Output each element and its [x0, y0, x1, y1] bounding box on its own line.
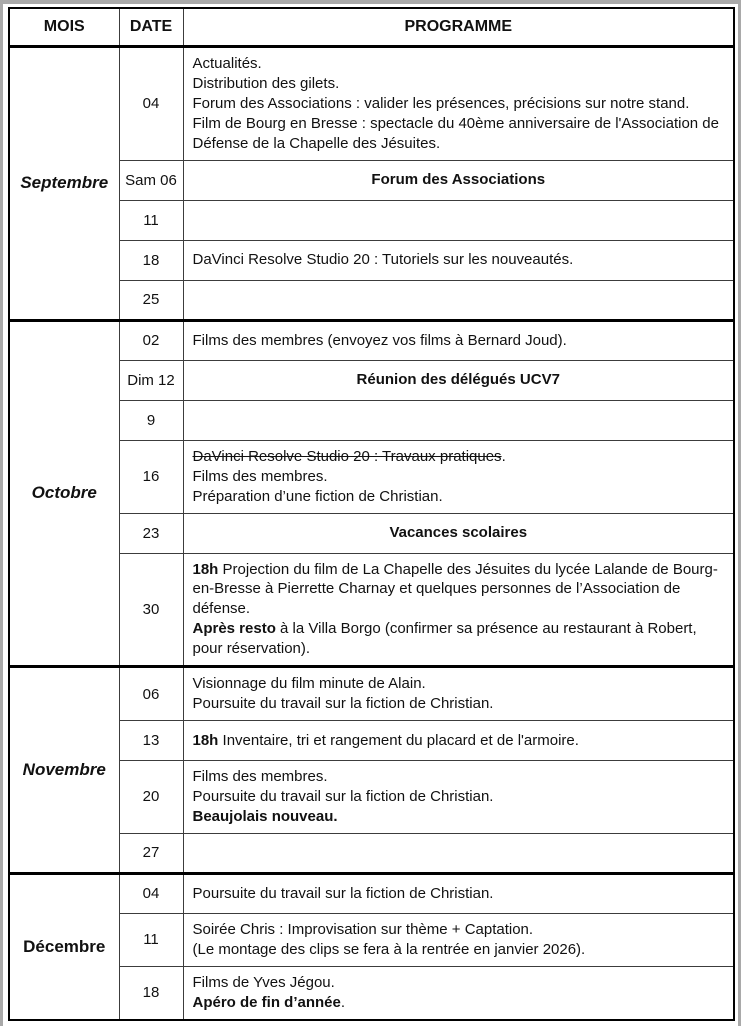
- program-cell: [183, 667, 734, 721]
- text-segment: Forum des Associations: [371, 171, 546, 189]
- date-cell: 02: [119, 320, 183, 360]
- program-line: [193, 807, 725, 827]
- program-line: [193, 694, 725, 714]
- text-segment: Apéro de fin d’année: [192, 993, 341, 1011]
- header-row: [9, 8, 734, 47]
- text-segment: Réunion des délégués UCV7: [356, 371, 560, 389]
- table-header: [9, 8, 734, 47]
- column-header-mois: MOIS: [9, 8, 119, 47]
- text-segment: Vacances scolaires: [389, 524, 528, 542]
- program-line: [193, 54, 725, 74]
- program-line: [193, 731, 725, 751]
- date-cell: 04: [119, 47, 183, 161]
- text-segment: 18h: [192, 731, 219, 749]
- date-cell: 11: [119, 913, 183, 966]
- program-line: [193, 447, 725, 467]
- program-cell: [183, 360, 734, 400]
- date-cell: 27: [119, 833, 183, 873]
- table-row: [9, 667, 734, 721]
- text-segment: Films des membres.: [192, 768, 328, 786]
- program-line: [193, 674, 725, 694]
- month-cell: Septembre: [9, 47, 119, 321]
- program-line: [193, 560, 725, 620]
- date-cell: 06: [119, 667, 183, 721]
- text-segment: Films de Yves Jégou.: [192, 973, 335, 991]
- program-line: [193, 973, 725, 993]
- date-cell: 18: [119, 966, 183, 1019]
- table-row: [9, 47, 734, 161]
- program-cell: [183, 966, 734, 1019]
- text-segment: Préparation d’une fiction de Christian.: [192, 487, 443, 505]
- program-line: [193, 331, 725, 351]
- date-cell: 18: [119, 240, 183, 280]
- text-segment: Films des membres (envoyez vos films à Bernard Joud).: [192, 331, 567, 349]
- text-segment: Films des membres.: [192, 467, 328, 485]
- date-cell: 04: [119, 873, 183, 913]
- month-cell: Décembre: [9, 873, 119, 1019]
- program-cell: [183, 721, 734, 761]
- month-section-octobre: [9, 320, 734, 667]
- program-cell: [183, 440, 734, 513]
- date-cell: Dim 12: [119, 360, 183, 400]
- table-row: [9, 320, 734, 360]
- program-line: [193, 467, 725, 487]
- program-line: [193, 619, 725, 659]
- program-line: [193, 884, 725, 904]
- text-segment: DaVinci Resolve Studio 20 : Tutoriels sur les nouveautés.: [192, 251, 574, 269]
- text-segment: Soirée Chris : Improvisation sur thème + Captation.: [192, 920, 534, 938]
- date-cell: 23: [119, 513, 183, 553]
- program-cell: [183, 280, 734, 320]
- text-segment: .: [340, 993, 346, 1011]
- table-row: [9, 873, 734, 913]
- program-cell: [183, 400, 734, 440]
- program-line: [193, 920, 725, 940]
- text-segment: Distribution des gilets.: [192, 74, 340, 92]
- program-line: [193, 94, 725, 114]
- text-segment: Inventaire, tri et rangement du placard et de l'armoire.: [218, 731, 579, 749]
- date-cell: 9: [119, 400, 183, 440]
- text-segment: 18h: [192, 560, 219, 578]
- column-header-programme: PROGRAMME: [183, 8, 734, 47]
- text-segment: Poursuite du travail sur la fiction de Christian.: [192, 695, 494, 713]
- text-segment: à la Villa Borgo (confirmer sa présence au restaurant à Robert, pour réservation).: [192, 620, 697, 658]
- text-segment: Actualités.: [192, 55, 262, 72]
- program-line: [193, 767, 725, 787]
- text-segment: Beaujolais nouveau.: [192, 807, 338, 825]
- date-cell: 11: [119, 200, 183, 240]
- date-cell: 20: [119, 761, 183, 834]
- date-cell: Sam 06: [119, 160, 183, 200]
- program-cell: [183, 47, 734, 161]
- month-section-septembre: [9, 47, 734, 321]
- program-line: [193, 523, 725, 543]
- program-line: [193, 940, 725, 960]
- text-segment: Forum des Associations : valider les présences, précisions sur notre stand.: [192, 94, 690, 112]
- program-cell: [183, 873, 734, 913]
- program-line: [193, 787, 725, 807]
- program-line: [193, 170, 725, 190]
- program-cell: [183, 200, 734, 240]
- text-segment: DaVinci Resolve Studio 20 : Travaux pratiques: [192, 447, 502, 465]
- program-line: [193, 74, 725, 94]
- program-line: [193, 487, 725, 507]
- program-cell: [183, 553, 734, 667]
- month-section-novembre: [9, 667, 734, 874]
- program-cell: [183, 160, 734, 200]
- program-cell: [183, 833, 734, 873]
- date-cell: 16: [119, 440, 183, 513]
- program-line: [193, 250, 725, 270]
- programme-table: [8, 7, 735, 1021]
- program-cell: [183, 913, 734, 966]
- month-cell: Novembre: [9, 667, 119, 874]
- month-section-décembre: [9, 873, 734, 1019]
- text-segment: .: [501, 447, 506, 465]
- program-line: [193, 114, 725, 154]
- text-segment: Poursuite du travail sur la fiction de Christian.: [192, 788, 494, 805]
- program-cell: [183, 320, 734, 360]
- date-cell: 30: [119, 553, 183, 667]
- text-segment: Poursuite du travail sur la fiction de Christian.: [192, 884, 494, 902]
- date-cell: 25: [119, 280, 183, 320]
- text-segment: Après resto: [192, 620, 276, 638]
- month-cell: Octobre: [9, 320, 119, 667]
- program-cell: [183, 513, 734, 553]
- text-segment: Film de Bourg en Bresse : spectacle du 40ème anniversaire de l'Association de Défense de la Chapelle des Jésuites.: [192, 114, 719, 152]
- program-line: [193, 370, 725, 390]
- text-segment: (Le montage des clips se fera à la rentrée en janvier 2026).: [192, 940, 586, 958]
- program-cell: [183, 240, 734, 280]
- text-segment: Projection du film de La Chapelle des Jésuites du lycée Lalande de Bourg-en-Bresse à Pierrette Charnay et quelques personnes de l’Association de défense.: [192, 560, 718, 618]
- program-line: [193, 993, 725, 1013]
- column-header-date: DATE: [119, 8, 183, 47]
- date-cell: 13: [119, 721, 183, 761]
- program-cell: [183, 761, 734, 834]
- text-segment: Visionnage du film minute de Alain.: [192, 675, 426, 693]
